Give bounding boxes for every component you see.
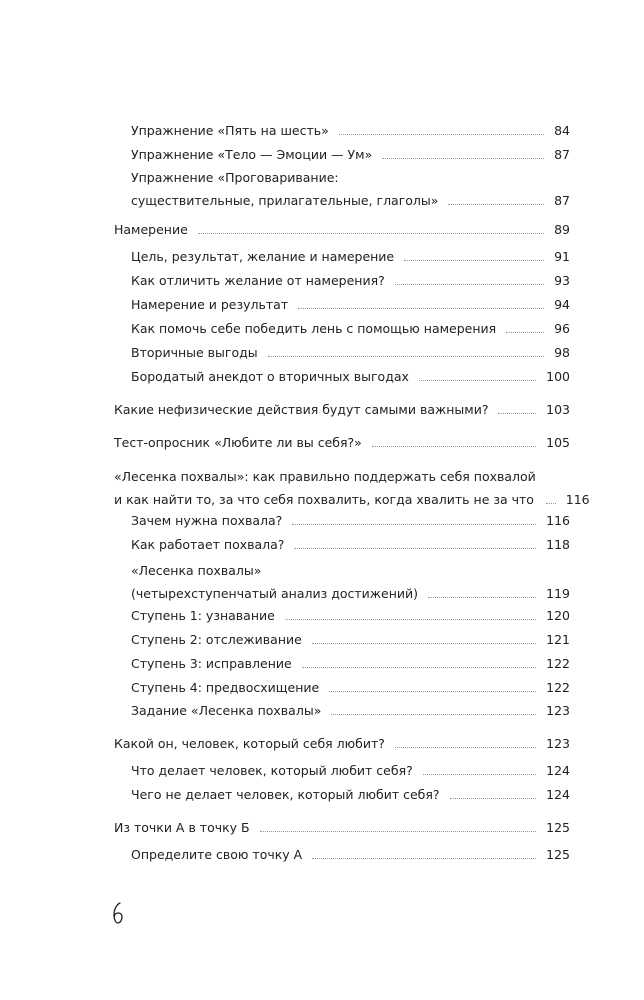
toc-entry-title [131,509,282,532]
toc-page-number: 96 [554,321,570,336]
toc-entry-title [131,341,258,364]
toc-entry-title [114,732,385,755]
toc-page-number: 84 [554,123,570,138]
dot-leader [285,619,536,620]
dot-leader [331,714,536,715]
toc-section-entry [131,166,570,212]
toc-entry-title-line: Упражнение «Пять на шесть» [131,123,329,138]
toc-entry-title [114,465,536,511]
toc-page-number: 120 [546,608,570,623]
dot-leader [298,308,544,309]
toc-entry-title [114,398,488,421]
page-number-folio [112,902,124,924]
dot-leader [395,747,536,748]
toc-entry-title [131,245,394,268]
toc-page-number: 93 [554,273,570,288]
toc-section-entry [131,245,570,268]
toc-page-number: 98 [554,345,570,360]
toc-entry-title [131,143,372,166]
toc-entry-title-line: Какие нефизические действия будут самыми важными? [114,402,489,417]
toc-entry-title [131,293,288,316]
toc-entry-title [131,559,418,605]
toc-entry-title-line: Ступень 2: отслеживание [131,632,302,647]
toc-chapter-entry [114,465,590,511]
dot-leader [506,332,544,333]
dot-leader [302,667,536,668]
toc-entry-title [114,218,188,241]
toc-entry-title-line: Ступень 3: исправление [131,656,292,671]
toc-page-number: 87 [554,193,570,208]
toc-entry-title [131,604,275,627]
toc-page-number: 105 [546,435,570,450]
toc-page-number: 125 [546,820,570,835]
toc-page-number: 103 [546,402,570,417]
toc-entry-title [131,365,409,388]
dot-leader [448,204,544,205]
dot-leader [339,134,544,135]
toc-section-entry [131,119,570,142]
toc-entry-title-line: Зачем нужна похвала? [131,513,283,528]
toc-entry-title-line: Что делает человек, который любит себя? [131,763,413,778]
toc-section-entry [131,533,570,556]
toc-section-entry [131,604,570,627]
toc-section-entry [131,843,570,866]
toc-entry-title-line: Из точки А в точку Б [114,820,250,835]
toc-chapter-entry [114,398,570,421]
toc-page-number: 87 [554,147,570,162]
toc-section-entry [131,676,570,699]
toc-entry-title-line: Как отличить желание от намерения? [131,273,385,288]
dot-leader [450,798,537,799]
toc-page-number: 121 [546,632,570,647]
toc-section-entry [131,628,570,651]
toc-page-number: 116 [565,492,590,507]
toc-entry-title [131,676,319,699]
toc-page-number: 89 [554,222,570,237]
toc-page-number: 116 [546,513,570,528]
dot-leader [498,413,536,414]
toc-section-entry [131,783,570,806]
toc-section-entry [131,293,570,316]
toc-section-entry [131,269,570,292]
toc-chapter-entry [114,431,570,454]
toc-entry-title-line: существительные, прилагательные, глаголы» [131,193,439,208]
toc-chapter-entry [114,732,570,755]
toc-entry-title-line: Цель, результат, желание и намерение [131,249,395,264]
toc-entry-title-line: (четырехступенчатый анализ достижений) [131,586,419,601]
toc-entry-title-line: Как работает похвала? [131,537,285,552]
toc-section-entry [131,317,570,340]
toc-entry-title-line: Тест-опросник «Любите ли вы себя?» [114,435,362,450]
dot-leader [312,643,536,644]
toc-page-number: 123 [546,736,570,751]
toc-entry-title-line: Чего не делает человек, который любит себя? [131,787,440,802]
toc-entry-title-line: Определите свою точку А [131,847,303,862]
dot-leader [423,774,536,775]
toc-entry-title [131,759,413,782]
dot-leader [546,503,556,504]
toc-page-number: 118 [546,537,570,552]
toc-entry-title-line: «Лесенка похвалы» [131,563,262,578]
toc-section-entry [131,365,570,388]
dot-leader [294,548,536,549]
toc-page-number: 122 [546,680,570,695]
dot-leader [329,691,536,692]
toc-entry-title [131,269,385,292]
toc-entry-title [131,533,284,556]
toc-entry-title-line: Вторичные выгоды [131,345,258,360]
toc-page-number: 94 [554,297,570,312]
toc-chapter-entry [114,816,570,839]
toc-entry-title-line: Какой он, человек, который себя любит? [114,736,385,751]
toc-entry-title-line: Как помочь себе победить лень с помощью намерения [131,321,497,336]
dot-leader [260,831,537,832]
toc-entry-title-line: Упражнение «Проговаривание: [131,170,339,185]
toc-section-entry [131,341,570,364]
dot-leader [419,380,536,381]
toc-entry-title-line: Задание «Лесенка похвалы» [131,703,322,718]
toc-chapter-entry [114,218,570,241]
dot-leader [404,260,544,261]
dot-leader [292,524,536,525]
dot-leader [268,356,544,357]
toc-page-number: 100 [546,369,570,384]
toc-entry-title [131,166,438,212]
toc-page-number: 124 [546,787,570,802]
dot-leader [395,284,544,285]
toc-page-number: 91 [554,249,570,264]
toc-entry-title-line: Намерение [114,222,188,237]
toc-section-entry [131,143,570,166]
dot-leader [382,158,544,159]
toc-page-number: 125 [546,847,570,862]
toc-entry-title-line: и как найти то, за что себя похвалить, когда хвалить не за что [114,492,534,507]
toc-section-entry [131,699,570,722]
toc-entry-title [131,843,302,866]
toc-entry-title [114,431,362,454]
dot-leader [372,446,536,447]
toc-entry-title-line: «Лесенка похвалы»: как правильно поддержать себя похвалой [114,469,536,484]
toc-page-number: 122 [546,656,570,671]
toc-entry-title [131,699,321,722]
toc-entry-title-line: Ступень 4: предвосхищение [131,680,320,695]
toc-entry-title [131,317,496,340]
toc-entry-title [131,628,302,651]
dot-leader [312,858,536,859]
dot-leader [198,233,544,234]
toc-section-entry [131,759,570,782]
toc-entry-title [131,652,292,675]
toc-entry-title-line: Упражнение «Тело — Эмоции — Ум» [131,147,373,162]
toc-section-entry [131,652,570,675]
toc-entry-title [131,119,329,142]
dot-leader [428,597,536,598]
toc-page-number: 119 [546,586,570,601]
toc-entry-title [114,816,250,839]
toc-entry-title [131,783,440,806]
toc-entry-title-line: Бородатый анекдот о вторичных выгодах [131,369,409,384]
toc-page-number: 124 [546,763,570,778]
toc-section-entry [131,509,570,532]
toc-page-number: 123 [546,703,570,718]
toc-entry-title-line: Ступень 1: узнавание [131,608,275,623]
toc-entry-title-line: Намерение и результат [131,297,289,312]
toc-section-entry [131,559,570,605]
